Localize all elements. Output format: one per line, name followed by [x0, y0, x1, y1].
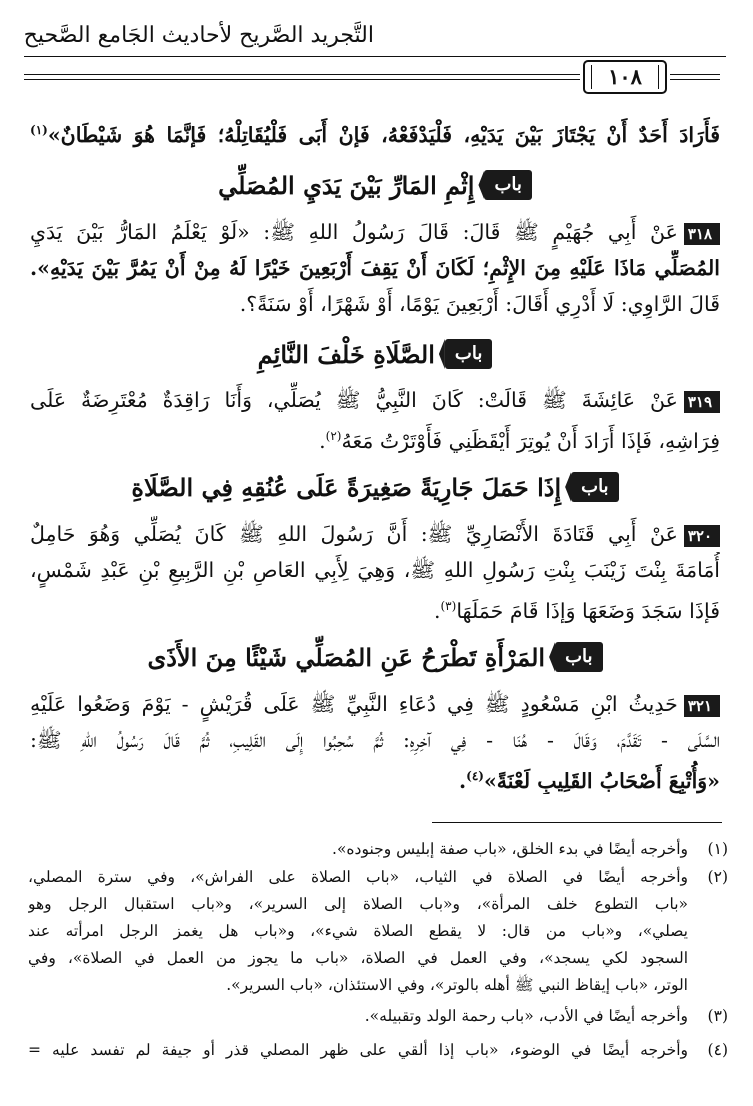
header-rule-top — [24, 56, 726, 57]
hadith-line: فَإِذَا سَجَدَ وَضَعَهَا وَإِذَا قَامَ حَمَلَهَا$^{(٣)}$. — [433, 598, 720, 623]
page-number: ١٠٨ — [583, 60, 667, 94]
footnote-line: الوتر، «باب إيقاظ النبي ﷺ أهله بالوتر»، وفي الاستئذان، «باب السرير». — [226, 976, 688, 994]
hadith-line: أُمَامَةَ بِنْتَ زَيْنَبَ بِنْتِ رَسُولِ اللهِ ﷺ، وَهِيَ لِأَبِي العَاصِ بْنِ الرَّبِيعِ بْنِ عَبْدِ شَمْسٍ، — [30, 558, 720, 582]
chapter-title: المَرْأَةِ تَطْرَحُ عَنِ المُصَلِّي شَيْئًا مِنَ الأَذَى — [147, 642, 546, 672]
footnote-number: (٣) — [707, 1007, 728, 1025]
hadith-line: ٣٢٠عَنْ أَبِي قَتَادَةَ الأَنْصَارِيِّ ﷺ: أَنَّ رَسُولَ اللهِ ﷺ كَانَ يُصَلِّي وَهُوَ حَامِلٌ — [30, 516, 720, 552]
footnote-ref: (٣) — [440, 599, 457, 613]
chapter-heading — [30, 637, 720, 677]
footnote-ref: (٢) — [325, 429, 342, 443]
footnote-line: يصلي»، و«باب من قال: لا يقطع الصلاة شيء»، و«باب هل يغمز الرجل امرأته عند — [28, 922, 688, 940]
footnote-ref: (٤) — [466, 769, 484, 783]
hadith-line: ٣١٨عَنْ أَبِي جُهَيْمٍ ﷺ قَالَ: قَالَ رَسُولُ اللهِ ﷺ: «لَوْ يَعْلَمُ المَارُّ بَيْنَ يَدَيِ — [30, 214, 720, 250]
footnote-number: (٤) — [707, 1041, 728, 1059]
hadith-line: السَّلَى - تَقَدَّمَ، وَقَالَ - هُنَا - فِي آخِرِهِ: ثُمَّ سُحِبُوا إِلَى القَلِيبِ، ثُمَّ قَالَ رَسُولُ اللهِ ﷺ: — [30, 728, 720, 752]
hadith-line: «وَأُتْبِعَ أَصْحَابُ القَلِيبِ لَعْنَةً»$^{(٤)}$. — [458, 768, 720, 793]
chapter-heading — [30, 165, 720, 205]
bab-badge: باب — [571, 472, 618, 502]
footnote-line: وأخرجه أيضًا في الأدب، «باب رحمة الولد وتقبيله». — [364, 1007, 688, 1025]
footnote-number: (١) — [707, 840, 728, 858]
bab-badge: باب — [555, 642, 602, 672]
hadith-number: ٣٢١ — [684, 695, 720, 717]
hadith-line: ٣٢١حَدِيثُ ابْنِ مَسْعُودٍ ﷺ فِي دُعَاءِ النَّبِيِّ ﷺ عَلَى قُرَيْشٍ - يَوْمَ وَضَعُوا عَلَيْهِ — [30, 686, 720, 722]
hadith-number: ٣١٨ — [684, 223, 720, 245]
footnote-separator — [432, 822, 722, 823]
running-title: التَّجريد الصَّريح لأحاديث الجَامع الصَّحيح — [23, 23, 374, 48]
intro-line: فَأَرَادَ أَحَدٌ أَنْ يَجْتَازَ بَيْنَ يَدَيْهِ، فَلْيَدْفَعْهُ، فَإِنْ أَبَى فَلْيُقَاتِلْهُ؛ فَإِنَّمَا هُوَ شَيْطَانٌ»$^{(١)}$ — [30, 122, 720, 147]
hadith-line: قَالَ الرَّاوِي: لَا أَدْرِي أَقَالَ: أَرْبَعِينَ يَوْمًا، أَوْ شَهْرًا، أَوْ سَنَةً؟. — [239, 292, 720, 316]
chapter-heading — [30, 467, 720, 507]
chapter-title: الصَّلَاةِ خَلْفَ النَّائِمِ — [257, 339, 435, 369]
footnote-number: (٢) — [707, 868, 728, 886]
hadith-line: المُصَلِّي مَاذَا عَلَيْهِ مِنَ الإِثْمِ؛ لَكَانَ أَنْ يَقِفَ أَرْبَعِينَ خَيْرًا لَهُ مِنْ أَنْ يَمُرَّ بَيْنَ يَدَيْهِ». — [30, 256, 720, 280]
footnote-ref: (١) — [30, 123, 48, 137]
bab-badge: باب — [484, 170, 531, 200]
footnote-line: وأخرجه أيضًا في الوضوء، «باب إذا ألقي على ظهر المصلي قذر أو جيفة لم تفسد عليه = — [28, 1041, 688, 1059]
footnote-line: وأخرجه أيضًا في بدء الخلق، «باب صفة إبليس وجنوده». — [332, 840, 688, 858]
chapter-heading — [30, 334, 720, 374]
footnote-line: السجود لكي يسجد»، وفي العمل في الصلاة، «باب ما يجوز من العمل في الصلاة»، وفي — [28, 949, 688, 967]
chapter-title: إِذَا حَمَلَ جَارِيَةً صَغِيرَةً عَلَى عُنُقِهِ فِي الصَّلَاةِ — [131, 472, 562, 502]
hadith-line: فِرَاشِهِ، فَإِذَا أَرَادَ أَنْ يُوتِرَ أَيْقَظَنِي فَأَوْتَرْتُ مَعَهُ$^{(٢)}$. — [319, 428, 720, 453]
hadith-number: ٣١٩ — [684, 391, 720, 413]
hadith-number: ٣٢٠ — [684, 525, 720, 547]
chapter-title: إِثْمِ المَارِّ بَيْنَ يَدَيِ المُصَلِّي — [218, 170, 475, 200]
footnote-line: «باب التطوع خلف المرأة»، و«باب الصلاة إلى السرير»، و«باب استقبال الرجل وهو — [28, 895, 688, 913]
bab-badge: باب — [445, 339, 492, 369]
header-rule-right — [670, 74, 720, 80]
footnote-line: وأخرجه أيضًا في الصلاة في الثياب، «باب الصلاة على الفراش»، وفي سترة المصلي، — [28, 868, 688, 886]
header-rule-left — [24, 74, 580, 80]
hadith-line: ٣١٩عَنْ عَائِشَةَ ﷺ قَالَتْ: كَانَ النَّبِيُّ ﷺ يُصَلِّي، وَأَنَا رَاقِدَةٌ مُعْتَرِضَةٌ عَلَى — [30, 382, 720, 418]
